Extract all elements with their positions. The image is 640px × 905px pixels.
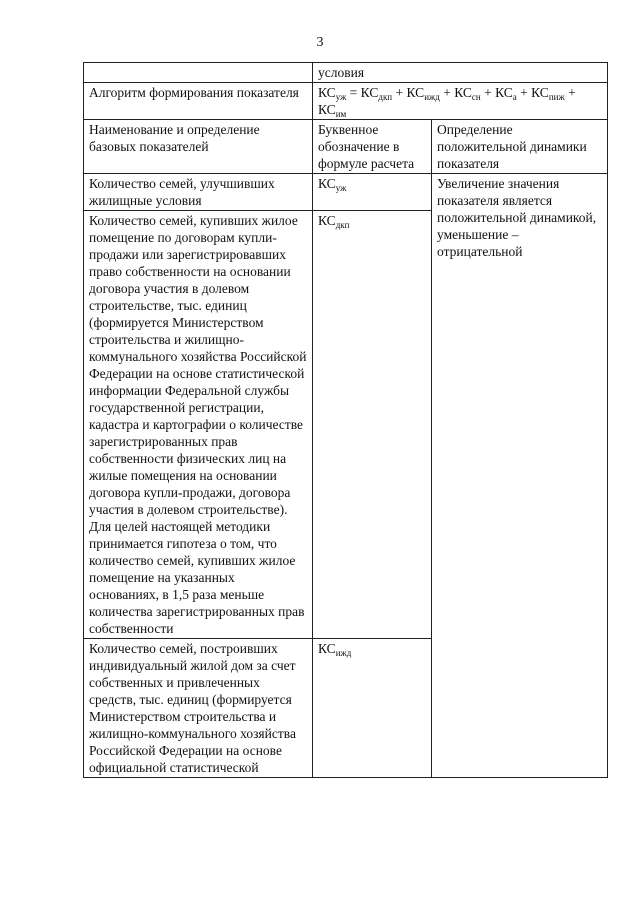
formula-operator: +	[516, 85, 532, 100]
header-name-definition: Наименование и определение базовых показателей	[84, 120, 313, 174]
symbol-subscript: уж	[335, 183, 347, 193]
dynamics-definition: Увеличение значения показателя является положительной динамикой, уменьшение – отрицательной	[432, 174, 608, 778]
header-dynamics: Определение положительной динамики показателя	[432, 120, 608, 174]
formula-operator: +	[480, 85, 496, 100]
symbol-base: КС	[318, 213, 336, 228]
formula-term: $КС_а$	[495, 85, 517, 102]
indicator-symbol	[313, 174, 432, 211]
header-symbol: Буквенное обозначение в формуле расчета	[313, 120, 432, 174]
formula-term-subscript: пиж	[548, 92, 565, 102]
formula-operator: +	[564, 85, 576, 100]
table-row	[84, 174, 608, 211]
symbol-subscript: ижд	[335, 648, 352, 658]
continuation-label-cell	[84, 63, 313, 83]
continuation-value-cell: условия	[313, 63, 608, 83]
table-header-row	[84, 120, 608, 174]
indicator-name: Количество семей, построивших индивидуальный жилой дом за счет собственных и привлеченных средств, тыс. единиц (формируется Министерством строительства и жилищно-коммунального хозяйства Российской Федерации на основе официальной статистической	[84, 639, 313, 778]
formula-operator: =	[346, 85, 361, 100]
table-row	[84, 63, 608, 83]
formula-term-subscript: уж	[335, 92, 347, 102]
indicator-table	[83, 62, 608, 778]
symbol-base: КС	[318, 176, 336, 191]
formula-term-subscript: дкп	[378, 92, 393, 102]
formula-term: $КС_{уж}$	[318, 85, 347, 102]
algorithm-label: Алгоритм формирования показателя	[84, 83, 313, 120]
indicator-name: Количество семей, улучшивших жилищные условия	[84, 174, 313, 211]
formula-operator: +	[439, 85, 455, 100]
table-row	[84, 83, 608, 120]
formula-term-subscript: ижд	[424, 92, 440, 102]
formula-operator: +	[392, 85, 407, 100]
formula-term-subscript: сн	[471, 92, 481, 102]
indicator-name: Количество семей, купивших жилое помещение по договорам купли-продажи или зарегистрировавших право собственности на основании договора участия в долевом строительстве, тыс. единиц (формируется Министерством строительства и жилищно-коммунального хозяйства Российской Федерации на основе статистической информации Федеральной службы государственной регистрации, кадастра и картографии о количестве зарегистрированных прав собственности физических лиц на жилые помещения на основании договора купли-продажи, договора участия в долевом строительстве). Для целей настоящей методики принимается гипотеза о том, что количество семей, купивших жилое помещение на указанных основаниях, в 1,5 раза меньше количества зарегистрированных прав собственности	[84, 211, 313, 639]
symbol-subscript: дкп	[335, 220, 350, 230]
formula-term: $КС_{сн}$	[454, 85, 481, 102]
formula-term: $КС_{дкп}$	[360, 85, 393, 102]
formula-term: $КС_{пиж}$	[531, 85, 565, 102]
formula-cell	[313, 83, 608, 120]
indicator-symbol	[313, 211, 432, 639]
formula-term: $КС_{ижд}$	[406, 85, 440, 102]
formula-term: $КС_{им}$	[318, 102, 347, 119]
indicator-symbol	[313, 639, 432, 778]
formula-term-subscript: а	[512, 92, 517, 102]
symbol-base: КС	[318, 641, 336, 656]
page-number: 3	[316, 35, 324, 50]
formula-term-subscript: им	[335, 109, 347, 119]
